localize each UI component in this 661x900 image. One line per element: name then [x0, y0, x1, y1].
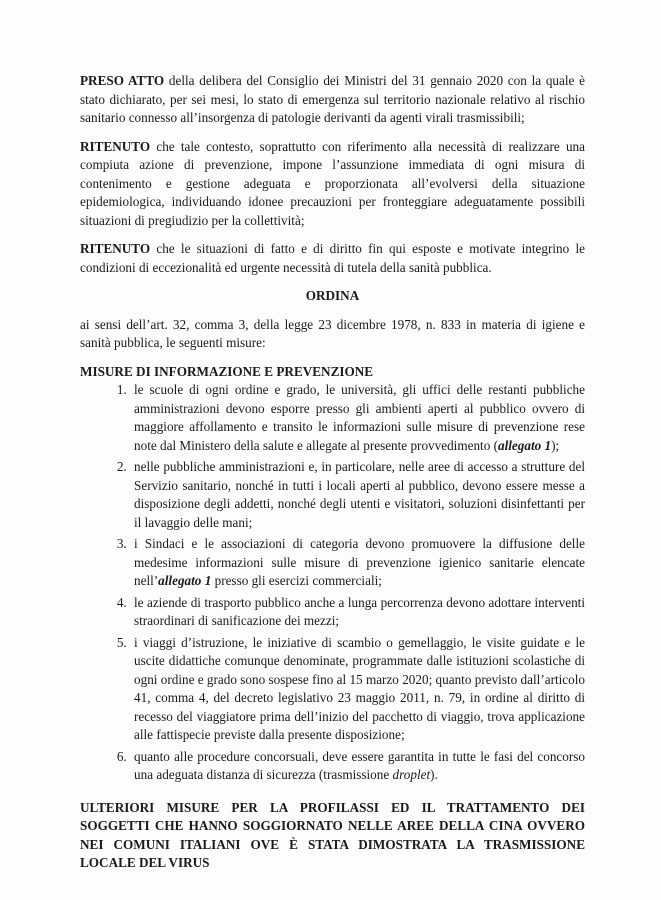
- paragraph-ritenuto-1: RITENUTO che tale contesto, soprattutto con riferimento alla necessità di realizzare una compiuta azione di prevenzione, impone l’assunzione immediata di ogni misura di contenimento e gestione adeguata e proporzionata all’evolversi della situazione epidemiologica, individuando idonee precauzioni per fronteggiare adeguatamente possibili situazioni di pregiudizio per la collettività;: [80, 138, 585, 228]
- list-item: 2. nelle pubbliche amministrazioni e, in particolare, nelle aree di accesso a strutture del Servizio sanitario, nonché in tutti i locali aperti al pubblico, devono essere messe a disposizione degli addetti, nonché degli utenti e visitatori, soluzioni disinfettanti per il lavaggio delle mani;: [130, 458, 585, 532]
- paragraph-ordina-intro: ai sensi dell’art. 32, comma 3, della legge 23 dicembre 1978, n. 833 in materia di igiene e sanità pubblica, le seguenti misure:: [80, 316, 585, 350]
- document-body: [80, 72, 585, 873]
- list-item: 4. le aziende di trasporto pubblico anche a lunga percorrenza devono adottare interventi straordinari di sanificazione dei mezzi;: [130, 594, 585, 631]
- paragraph-ritenuto-2: RITENUTO che le situazioni di fatto e di diritto fin qui esposte e motivate integrino le condizioni di eccezionalità ed urgente necessità di tutela della sanità pubblica.: [80, 241, 585, 275]
- list-item: 5. i viaggi d’istruzione, le iniziative di scambio o gemellaggio, le visite guidate e le uscite didattiche comunque denominate, programmate dalle istituzioni scolastiche di ogni ordine e grado sono sospese fino al 15 marzo 2020; quanto previsto dall’articolo 41, comma 4, del decreto legislativo 23 maggio 2011, n. 79, in ordine al diritto di recesso del viaggiatore prima dell’inizio del pacchetto di viaggio, trova applicazione alle fattispecie previste dalla presente disposizione;: [130, 634, 585, 745]
- list-item: 3. i Sindaci e le associazioni di categoria devono promuovere la diffusione delle medesime informazioni sulle misure di prevenzione igienico sanitarie elencate nell’allegato 1 presso gli esercizi commerciali;: [130, 535, 585, 591]
- measures-list: [80, 381, 585, 785]
- final-heading: ULTERIORI MISURE PER LA PROFILASSI ED IL TRATTAMENTO DEI SOGGETTI CHE HANNO SOGGIORNATO NELLE AREE DELLA CINA OVVERO NEI COMUNI ITALIANI OVE È STATA DIMOSTRATA LA TRASMISSIONE LOCALE DEL VIRUS: [80, 799, 585, 870]
- section-heading-misure: MISURE DI INFORMAZIONE E PREVENZIONE: [80, 363, 374, 379]
- list-item: 1. le scuole di ogni ordine e grado, le università, gli uffici delle restanti pubbliche amministrazioni devono esporre presso gli ambienti aperti al pubblico ovvero di maggiore affollamento e transito le informazioni sulle misure di prevenzione rese note dal Ministero della salute e allegate al presente provvedimento (allegato 1);: [130, 381, 585, 455]
- list-item: 6. quanto alle procedure concorsuali, deve essere garantita in tutte le fasi del concorso una adeguata distanza di sicurezza (trasmissione droplet).: [130, 748, 585, 785]
- paragraph-preso-atto: PRESO ATTO della delibera del Consiglio dei Ministri del 31 gennaio 2020 con la quale è stato dichiarato, per sei mesi, lo stato di emergenza sul territorio nazionale relativo al rischio sanitario connesso all’insorgenza di patologie derivanti da agenti virali trasmissibili;: [80, 73, 585, 125]
- ordina-heading: ORDINA: [305, 288, 360, 303]
